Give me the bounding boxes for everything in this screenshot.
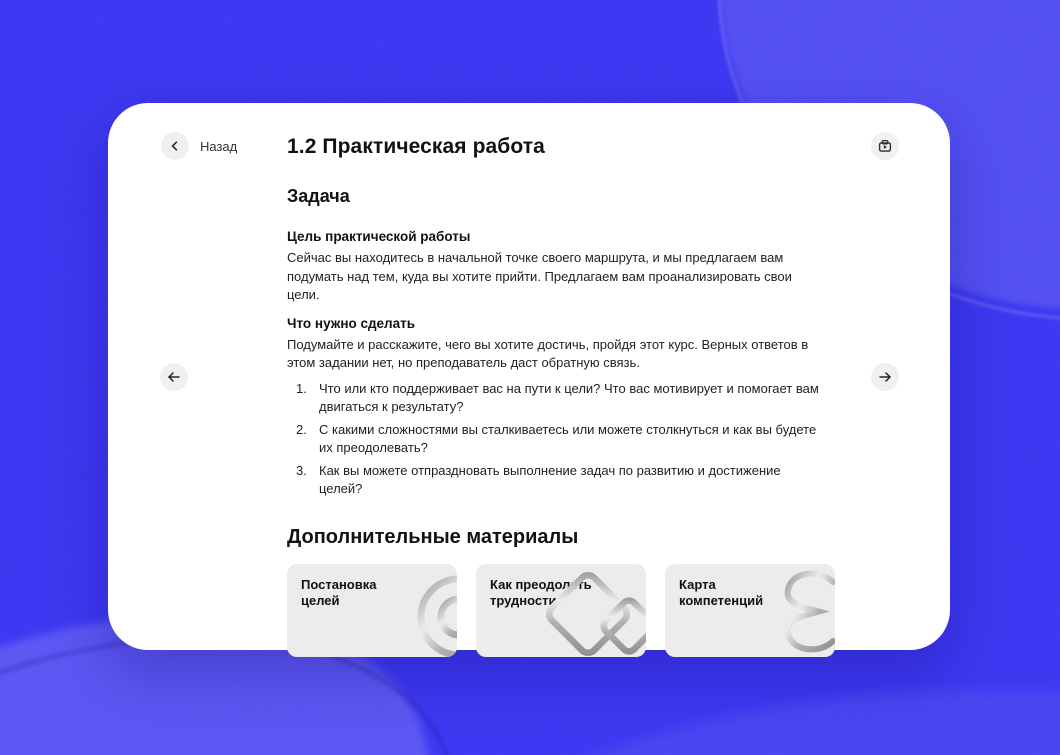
question-list bbox=[287, 380, 825, 499]
materials-heading: Дополнительные материалы bbox=[287, 525, 579, 548]
sigma-curve-icon bbox=[775, 564, 835, 657]
question-text: Как вы можете отпраздновать выполнение задач по развитию и достижение целей? bbox=[319, 462, 781, 496]
back-button-label[interactable]: Назад bbox=[200, 138, 238, 154]
task-heading: Задача bbox=[287, 186, 350, 206]
goal-subheading: Цель практической работы bbox=[287, 229, 471, 244]
next-page-button arrow-right-icon[interactable] bbox=[871, 363, 899, 391]
video-kit-icon[interactable] bbox=[871, 132, 899, 160]
chevron-left-icon[interactable] bbox=[161, 132, 189, 160]
material-card-label: Как преодолеть трудности bbox=[490, 576, 592, 608]
materials-cards bbox=[287, 564, 836, 657]
background-blob-bottom bbox=[380, 690, 1060, 755]
list-number bbox=[287, 462, 319, 499]
lesson-content bbox=[287, 134, 825, 657]
back-button[interactable] bbox=[161, 132, 237, 160]
material-card-label: Карта компетенций bbox=[679, 576, 764, 608]
material-card-label: Постановка целей bbox=[301, 576, 377, 608]
double-diamond-icon bbox=[531, 564, 646, 657]
list-number bbox=[287, 421, 319, 458]
todo-text: Подумайте и расскажите, чего вы хотите достичь, пройдя этот курс. Верных ответов в этом задании нет, но преподаватель даст обратную связь. bbox=[287, 336, 809, 370]
goal-text: Сейчас вы находитесь в начальной точке своего маршрута, и мы предлагаем вам подумать над тем, куда вы хотите прийти. Предлагаем вам проанализировать свои цели. bbox=[287, 250, 792, 302]
page-title: 1.2 Практическая работа bbox=[287, 135, 545, 158]
list-number bbox=[287, 380, 319, 417]
material-card-goal-setting[interactable] bbox=[287, 564, 457, 657]
prev-page-button arrow-left-icon[interactable] bbox=[160, 363, 188, 391]
list-item bbox=[287, 421, 825, 458]
lesson-panel bbox=[108, 103, 950, 650]
concentric-rings-icon bbox=[377, 564, 457, 657]
list-item bbox=[287, 380, 825, 417]
question-text: С какими сложностями вы сталкиваетесь или можете столкнуться и как вы будете их преодолевать? bbox=[319, 421, 817, 455]
question-text: Что или кто поддерживает вас на пути к цели? Что вас мотивирует и помогает вам двигаться к результату? bbox=[319, 380, 819, 414]
todo-subheading: Что нужно сделать bbox=[287, 315, 416, 331]
list-item bbox=[287, 462, 825, 499]
material-card-competency-map[interactable] bbox=[665, 564, 835, 657]
material-card-overcome-difficulties[interactable] bbox=[476, 564, 646, 657]
